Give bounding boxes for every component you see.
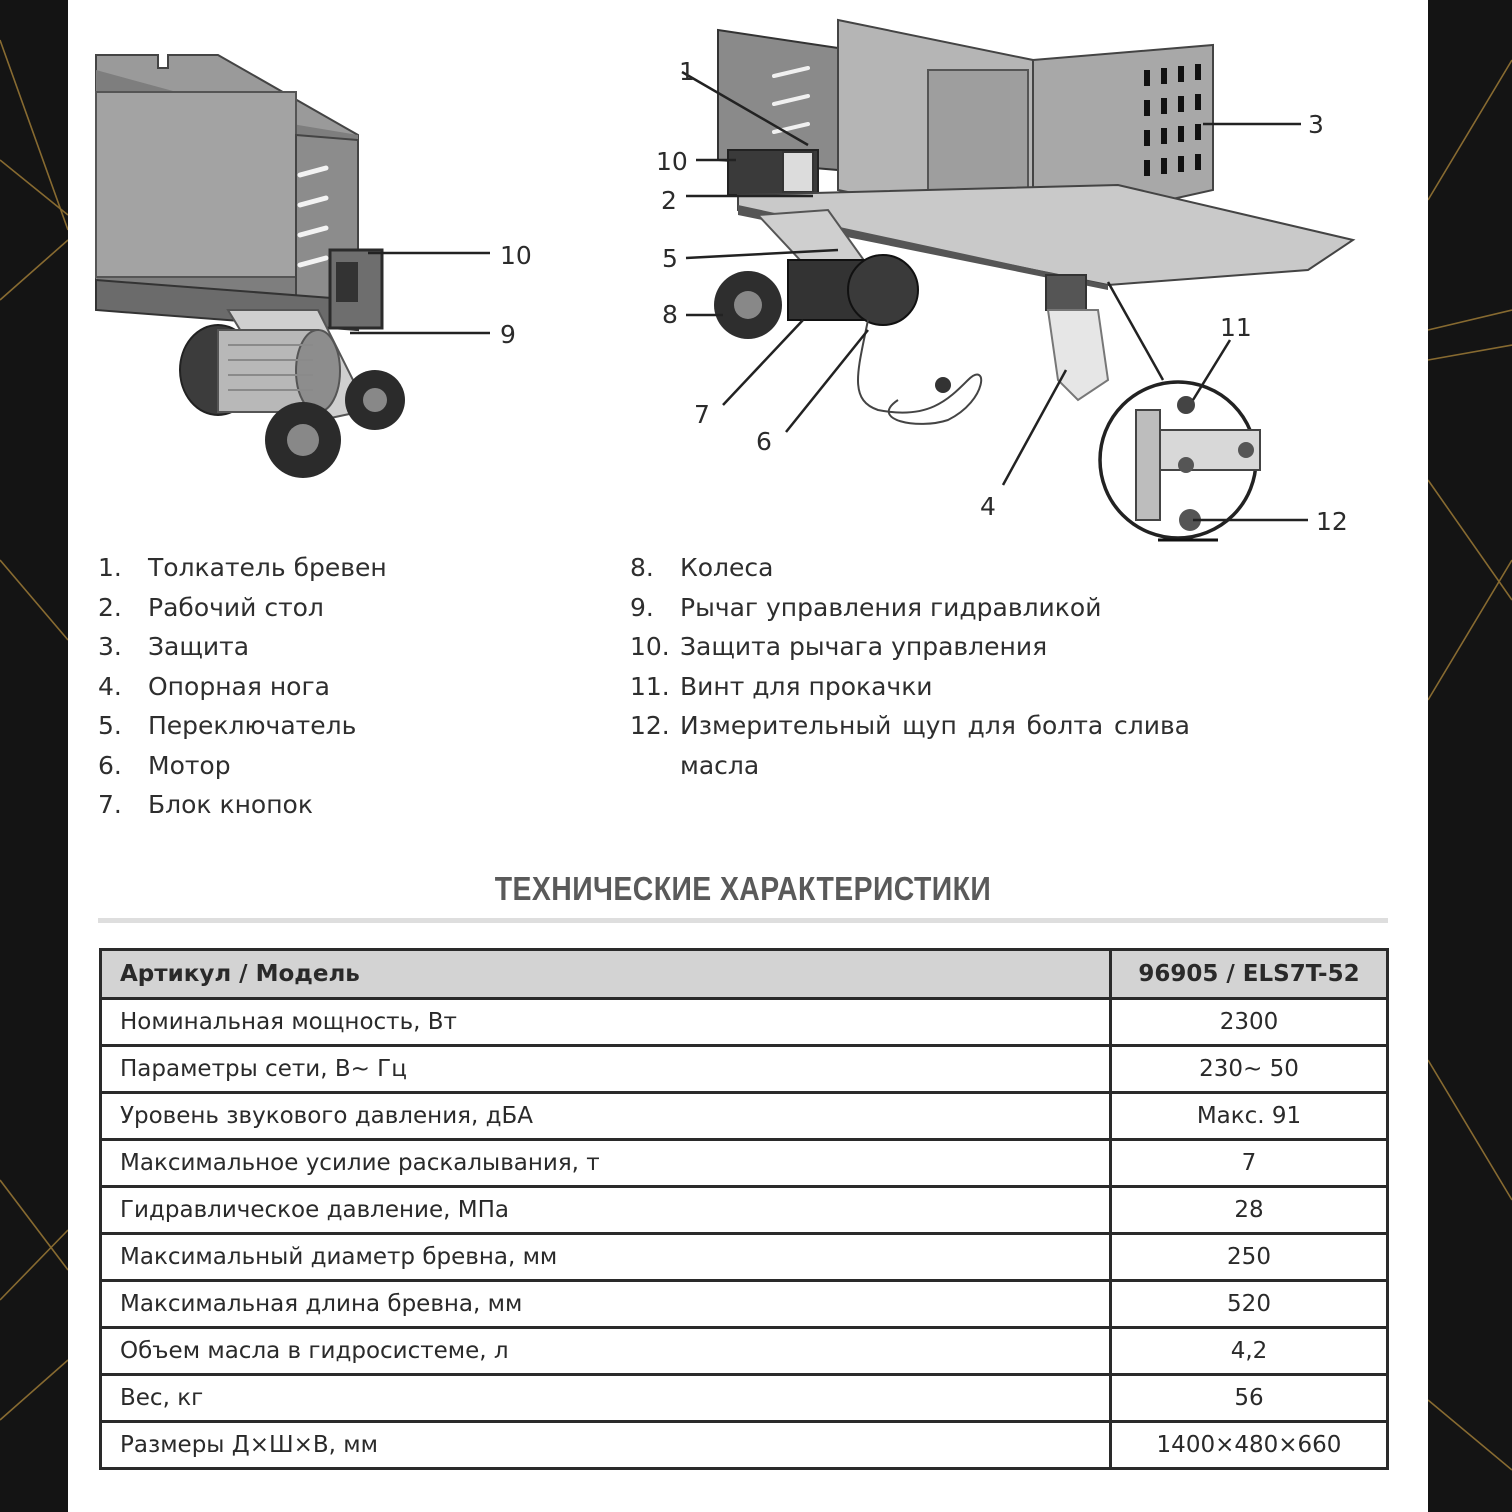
part-item: 5. Переключатель <box>98 711 357 740</box>
callout-6: 6 <box>756 427 772 456</box>
callout-11: 11 <box>1220 313 1252 342</box>
table-row <box>101 1281 1388 1328</box>
part-item: 12. Измерительный щуп для болта слива масла <box>630 711 1190 780</box>
table-row <box>101 1187 1388 1234</box>
parts-list-right <box>630 548 1190 785</box>
part-item: 6. Мотор <box>98 750 231 780</box>
part-item: 11. Винт для прокачки <box>630 671 933 701</box>
spec-value: 4,2 <box>1111 1328 1388 1375</box>
table-row <box>101 1328 1388 1375</box>
spec-value: Макс. 91 <box>1111 1093 1388 1140</box>
spec-label: Номинальная мощность, Вт <box>101 999 1111 1046</box>
table-row <box>101 1422 1388 1469</box>
spec-value: 28 <box>1111 1187 1388 1234</box>
part-item: 7. Блок кнопок <box>98 790 313 819</box>
callout-3: 3 <box>1308 110 1324 139</box>
spec-value: 1400×480×660 <box>1111 1422 1388 1469</box>
callout-10-right: 10 <box>656 147 688 176</box>
spec-value: 520 <box>1111 1281 1388 1328</box>
part-item: 10. Защита рычага управления <box>630 632 1048 661</box>
part-item: 3. Защита <box>98 632 250 661</box>
manual-page <box>68 0 1428 1512</box>
callout-12: 12 <box>1316 507 1348 536</box>
table-row <box>101 999 1388 1046</box>
header-label: Артикул / Модель <box>101 950 1111 999</box>
table-row <box>101 1046 1388 1093</box>
spec-label: Максимальная длина бревна, мм <box>101 1281 1111 1328</box>
part-item: 9. Рычаг управления гидравликой <box>630 592 1102 622</box>
spec-label: Объем масла в гидросистеме, л <box>101 1328 1111 1375</box>
callout-8: 8 <box>662 300 678 329</box>
spec-label: Уровень звукового давления, дБА <box>101 1093 1111 1140</box>
table-row <box>101 1375 1388 1422</box>
title-divider <box>98 918 1388 923</box>
log-splitter-diagram <box>68 0 1428 545</box>
spec-label: Вес, кг <box>101 1375 1111 1422</box>
spec-value: 250 <box>1111 1234 1388 1281</box>
callout-5: 5 <box>662 244 678 273</box>
callout-7: 7 <box>694 400 710 429</box>
header-value: 96905 / ELS7T-52 <box>1111 950 1388 999</box>
callout-9-left: 9 <box>500 320 516 349</box>
specs-table <box>99 948 1389 1470</box>
spec-label: Размеры Д×Ш×В, мм <box>101 1422 1111 1469</box>
log-splitter-rear-view <box>96 55 490 478</box>
callout-2: 2 <box>661 186 677 215</box>
part-item: 1. Толкатель бревен <box>98 553 387 582</box>
callout-4: 4 <box>980 492 996 521</box>
part-item: 8. Колеса <box>630 553 774 582</box>
table-row <box>101 1234 1388 1281</box>
part-item: 2. Рабочий стол <box>98 592 324 622</box>
part-item: 4. Опорная нога <box>98 671 330 701</box>
spec-label: Гидравлическое давление, МПа <box>101 1187 1111 1234</box>
table-header-row <box>101 950 1388 999</box>
table-row <box>101 1093 1388 1140</box>
callout-10-left: 10 <box>500 241 532 270</box>
spec-value: 56 <box>1111 1375 1388 1422</box>
spec-value: 7 <box>1111 1140 1388 1187</box>
log-splitter-front-view <box>682 20 1353 540</box>
spec-value: 2300 <box>1111 999 1388 1046</box>
specs-title: ТЕХНИЧЕСКИЕ ХАРАКТЕРИСТИКИ <box>494 870 992 907</box>
spec-value: 230~ 50 <box>1111 1046 1388 1093</box>
table-row <box>101 1140 1388 1187</box>
spec-label: Параметры сети, В~ Гц <box>101 1046 1111 1093</box>
callout-1: 1 <box>679 57 695 86</box>
parts-list-left <box>98 548 598 825</box>
spec-label: Максимальное усилие раскалывания, т <box>101 1140 1111 1187</box>
spec-label: Максимальный диаметр бревна, мм <box>101 1234 1111 1281</box>
